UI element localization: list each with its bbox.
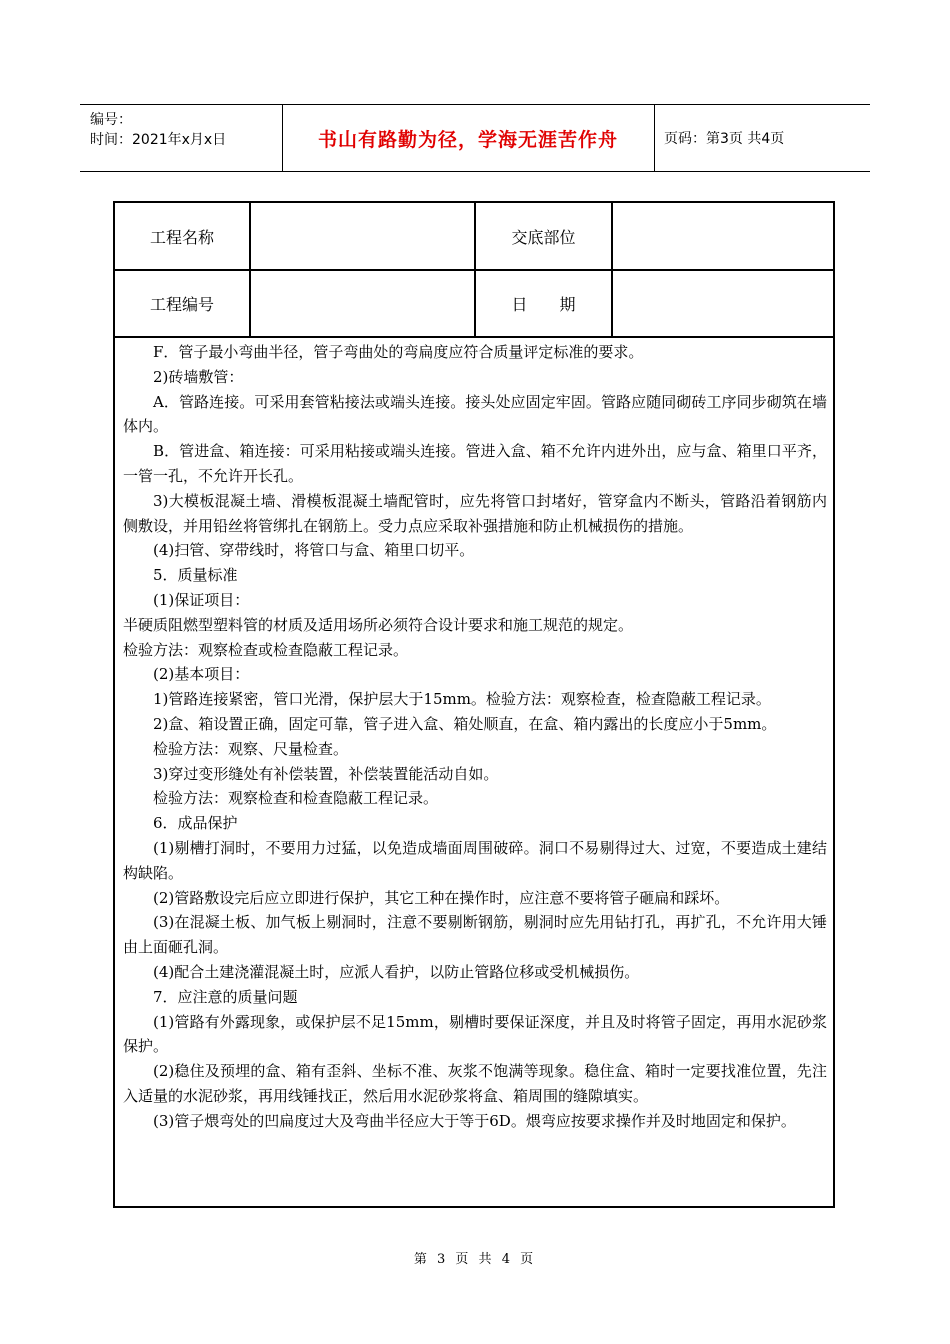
disclosure-content <box>123 340 827 1134</box>
paragraph: (2)管路敷设完后应立即进行保护，其它工种在操作时，应注意不要将管子砸扁和踩坏。 <box>153 888 730 907</box>
disclosure-part-label: 交底部位 <box>511 227 576 247</box>
document-time-label: 时间：2021年x月x日 <box>90 132 227 148</box>
project-number-label: 工程编号 <box>149 295 214 314</box>
header-meta <box>90 110 226 150</box>
form-row-divider-2 <box>115 336 833 338</box>
paragraph: 检验方法：观察检查或检查隐蔽工程记录。 <box>123 640 409 659</box>
paragraph: A．管路连接。可采用套管粘接法或端头连接。接头处应固定牢固。管路应随同砌砖工序同步砌筑在墙体内。 <box>123 392 827 436</box>
paragraph: (3)在混凝土板、加气板上剔洞时，注意不要剔断钢筋，剔洞时应先用钻打孔，再扩孔，不允许用大锤由上面砸孔洞。 <box>123 913 827 957</box>
paragraph: B．管进盒、箱连接：可采用粘接或端头连接。管进入盒、箱不允许内进外出，应与盒、箱里口平齐，一管一孔，不允许开长孔。 <box>123 442 827 485</box>
paragraph: (1)保证项目： <box>153 590 250 609</box>
paragraph: (4)配合土建浇灌混凝土时，应派人看护，以防止管路位移或受机械损伤。 <box>153 962 640 981</box>
document-number-label: 编号： <box>90 112 132 128</box>
disclosure-form <box>113 201 835 1208</box>
paragraph: 检验方法：观察检查和检查隐蔽工程记录。 <box>153 789 439 808</box>
section-heading: 6．成品保护 <box>153 814 238 833</box>
paragraph: (3)管子煨弯处的凹扁度过大及弯曲半径应大于等于6D。煨弯应按要求操作并及时地固定和保护。 <box>153 1111 796 1130</box>
disclosure-part-field[interactable] <box>613 203 833 269</box>
paragraph: 3)大模板混凝土墙、滑模板混凝土墙配管时，应先将管口封堵好，管穿盒内不断头，管路沿着钢筋内侧敷设，并用铅丝将管绑扎在钢筋上。受力点应采取补强措施和防止机械损伤的措施。 <box>123 491 827 535</box>
paragraph: (4)扫管、穿带线时，将管口与盒、箱里口切平。 <box>153 541 475 560</box>
project-name-field[interactable] <box>251 203 474 269</box>
paragraph: 2)砖墙敷管： <box>153 367 244 386</box>
paragraph: 检验方法：观察、尺量检查。 <box>153 739 349 758</box>
paragraph: 1)管路连接紧密，管口光滑，保护层大于15mm。检验方法：观察检查，检查隐蔽工程记录。 <box>153 690 771 709</box>
header-motto: 书山有路勤为径，学海无涯苦作舟 <box>317 128 618 151</box>
date-label: 日 期 <box>511 295 576 314</box>
header-divider-right <box>654 104 655 172</box>
paragraph: 3)穿过变形缝处有补偿装置，补偿装置能活动自如。 <box>153 764 499 783</box>
paragraph: (1)剔槽打洞时，不要用力过猛，以免造成墙面周围破碎。洞口不易剔得过大、过宽，不要造成土建结构缺陷。 <box>123 838 827 882</box>
paragraph: F．管子最小弯曲半径，管子弯曲处的弯扁度应符合质量评定标准的要求。 <box>153 343 644 361</box>
paragraph: (2)基本项目： <box>153 665 250 684</box>
date-field[interactable] <box>613 271 833 336</box>
section-heading: 7．应注意的质量问题 <box>153 987 298 1006</box>
project-number-field[interactable] <box>251 271 474 336</box>
paragraph: (2)稳住及预埋的盒、箱有歪斜、坐标不准、灰浆不饱满等现象。稳住盒、箱时一定要找准位置，先注入适量的水泥砂浆，再用线锤找正，然后用水泥砂浆将盒、箱周围的缝隙填实。 <box>123 1062 827 1105</box>
paragraph: 2)盒、箱设置正确，固定可靠，管子进入盒、箱处顺直，在盒、箱内露出的长度应小于5mm。 <box>153 714 777 733</box>
header-page-info: 页码：第3页 共4页 <box>664 131 785 147</box>
page-footer: 第 3 页 共 4 页 <box>413 1252 537 1267</box>
section-heading: 5．质量标准 <box>153 566 238 585</box>
paragraph: 半硬质阻燃型塑料管的材质及适用场所必须符合设计要求和施工规范的规定。 <box>123 615 634 634</box>
paragraph: (1)管路有外露现象，或保护层不足15mm，剔槽时要保证深度，并且及时将管子固定，再用水泥砂浆保护。 <box>123 1012 827 1056</box>
project-name-label: 工程名称 <box>149 227 214 247</box>
